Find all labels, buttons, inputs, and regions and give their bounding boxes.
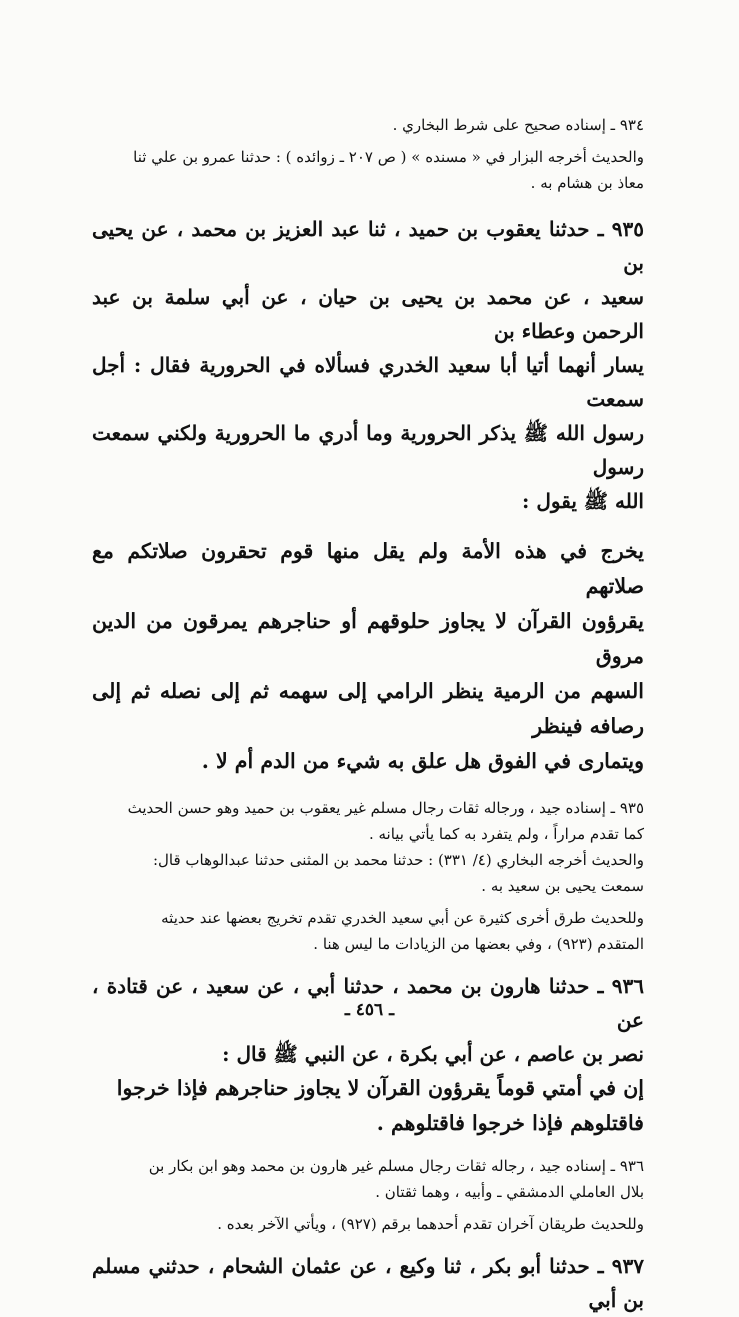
matn-line: ويتمارى في الفوق هل علق به شيء من الدم أم لا . [201,749,644,773]
text-line: سعيد ، عن محمد بن يحيى بن حيان ، عن أبي سلمة بن عبد الرحمن وعطاء بن [92,285,644,343]
text-line: نصر بن عاصم ، عن أبي بكرة ، عن النبي ﷺ قال : [222,1042,644,1066]
text-line: ٩٣٧ ـ حدثنا أبو بكر ، ثنا وكيع ، عن عثمان الشحام ، حدثني مسلم بن أبي [92,1254,644,1312]
note-line: وللحديث طريقان آخران تقدم أحدهما برقم (٩٢٧) ، ويأتي الآخر بعده . [217,1215,644,1233]
text-line: ٩٣٥ ـ حدثنا يعقوب بن حميد ، ثنا عبد العزيز بن محمد ، عن يحيى بن [92,217,644,275]
takhrij-934-source [92,144,644,196]
text-line: يسار أنهما أتيا أبا سعيد الخدري فسألاه في الحرورية فقال : أجل سمعت [92,353,645,411]
takhrij-936-routes [92,1211,644,1237]
matn-line: إن في أمتي قوماً يقرؤون القرآن لا يجاوز حناجرهم فإذا خرجوا [116,1076,644,1100]
matn-line: يخرج في هذه الأمة ولم يقل منها قوم تحقرون صلاتكم مع صلاتهم [92,539,644,598]
note-line: بلال العاملي الدمشقي ـ وأبيه ، وهما ثقتان . [375,1183,644,1201]
matn-line: فاقتلوهم فإذا خرجوا فاقتلوهم . [376,1111,644,1135]
matn-line: يقرؤون القرآن لا يجاوز حلوقهم أو حناجرهم يمرقون من الدين مروق [92,609,644,668]
note-line: ٩٣٦ ـ إسناده جيد ، رجاله ثقات رجال مسلم غير هارون بن محمد وهو ابن بكار بن [148,1157,644,1175]
takhrij-934 [92,112,644,138]
matn-line: السهم من الرمية ينظر الرامي إلى سهمه ثم إلى نصله ثم إلى رصافه فينظر [92,679,644,738]
note-line: معاذ بن هشام به . [530,174,644,192]
text-line: رسول الله ﷺ يذكر الحرورية وما أدري ما الحرورية ولكني سمعت رسول [92,421,644,479]
takhrij-935-other-routes [92,905,644,957]
note-line: وللحديث طرق أخرى كثيرة عن أبي سعيد الخدري تقدم تخريج بعضها عند حديثه [161,909,644,927]
text-line: الله ﷺ يقول : [522,489,644,513]
note-line: المتقدم (٩٢٣) ، وفي بعضها من الزيادات ما ليس هنا . [313,935,644,953]
hadith-935-matn [92,534,644,779]
page-number: ـ ٤٥٦ ـ [344,1000,395,1020]
hadith-936-isnad [92,969,644,1071]
note-line: كما تقدم مراراً ، ولم يتفرد به كما يأتي بيانه . [368,825,644,843]
note-line: ٩٣٥ ـ إسناده جيد ، ورجاله ثقات رجال مسلم غير يعقوب بن حميد وهو حسن الحديث [127,799,644,817]
takhrij-935 [92,795,644,899]
hadith-935-isnad [92,212,644,518]
takhrij-936 [92,1153,644,1205]
text-line: ٩٣٦ ـ حدثنا هارون بن محمد ، حدثنا أبي ، عن سعيد ، عن قتادة ، عن [92,974,644,1032]
note-line: والحديث أخرجه البخاري (٤/ ٣٣١) : حدثنا محمد بن المثنى حدثنا عبدالوهاب قال: [152,851,644,869]
note-line: سمعت يحيى بن سعيد به . [481,877,644,895]
hadith-936-matn [92,1071,644,1141]
note-line: ٩٣٤ ـ إسناده صحيح على شرط البخاري . [392,116,644,134]
note-line: والحديث أخرجه البزار في « مسنده » ( ص ٢٠٧ ـ زوائده ) : حدثنا عمرو بن علي ثنا [133,148,644,166]
hadith-937-isnad [92,1249,644,1317]
